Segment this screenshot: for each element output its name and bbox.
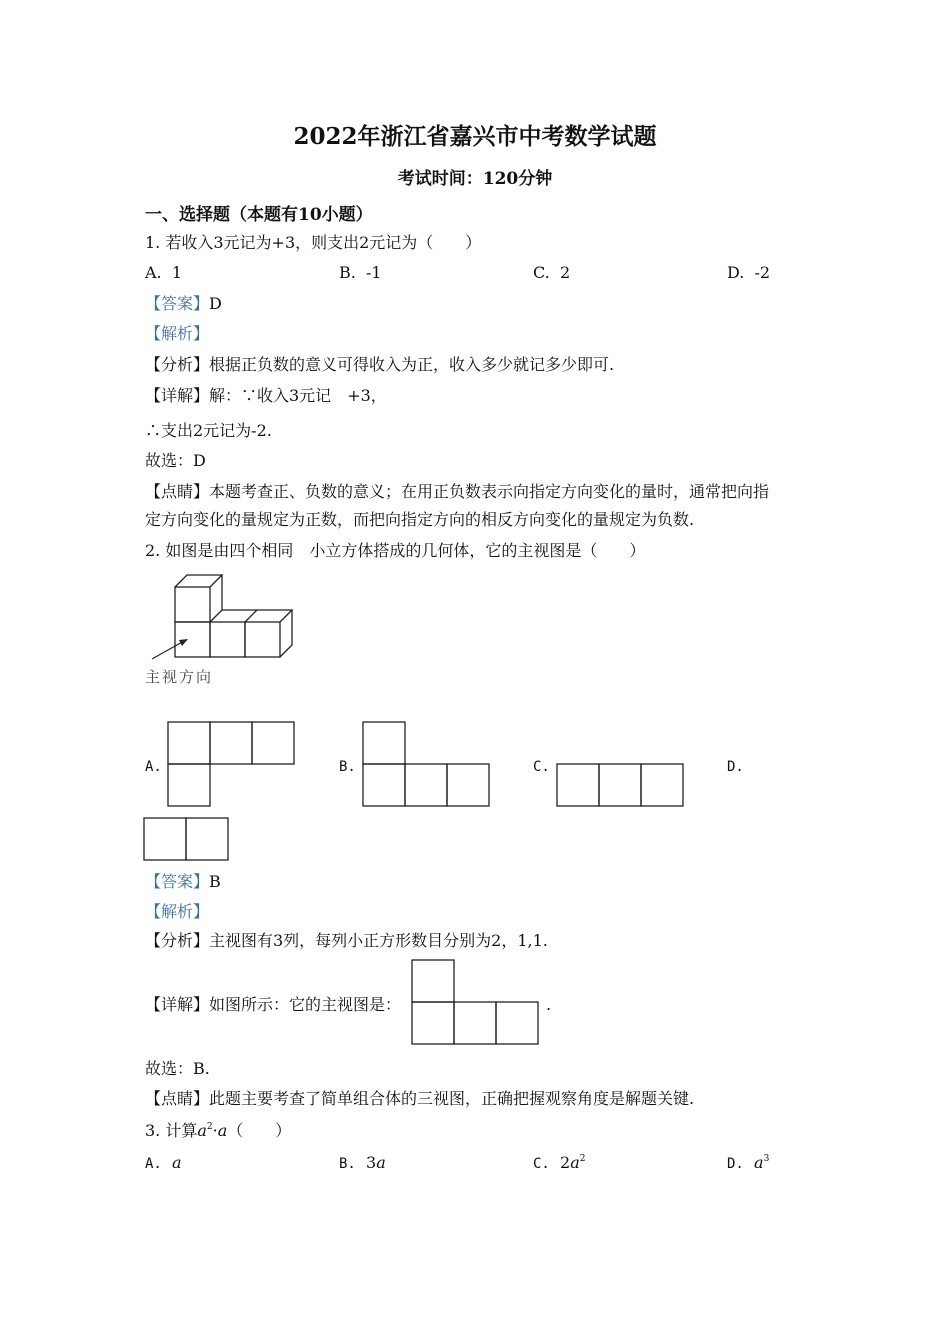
q2-option-d-label: D.	[727, 759, 744, 775]
q1-stem: 1. 若收入3元记为+3，则支出2元记为（ ）	[145, 233, 482, 252]
q3-option-a: A. a	[145, 1153, 182, 1172]
q2-stem: 2. 如图是由四个相同 小立方体搭成的几何体，它的主视图是（ ）	[145, 541, 646, 560]
q2-option-d-figure	[143, 817, 231, 861]
q3-option-d: D. $a^3$	[727, 1153, 770, 1172]
q2-choose: 故选：B.	[145, 1059, 210, 1078]
q2-option-c-label: C.	[533, 759, 550, 775]
q1-choose: 故选：D	[145, 451, 206, 470]
q2-detail-period: .	[546, 995, 552, 1014]
view-direction-label: 主视方向	[145, 668, 214, 686]
q1-detail: 【详解】解：∵收入3元记 +3，	[145, 386, 387, 405]
q1-option-b: B. -1	[339, 263, 382, 282]
section-title: 一、选择题（本题有10小题）	[145, 205, 373, 225]
q2-option-a-figure	[167, 721, 297, 807]
page-title: 2022年浙江省嘉兴市中考数学试题	[293, 123, 657, 150]
q2-detail: 【详解】如图所示：它的主视图是：	[145, 995, 402, 1014]
q2-answer: 【答案】B	[145, 872, 221, 891]
q1-option-d: D. -2	[727, 263, 771, 282]
answer-tag: 【答案】	[145, 294, 210, 313]
q1-option-c: C. 2	[533, 263, 571, 282]
q1-detail-2: ∴支出2元记为-2.	[145, 421, 272, 440]
answer-tag: 【答案】	[145, 872, 210, 891]
q2-option-b-figure	[362, 721, 492, 807]
q2-option-a-label: A.	[145, 759, 162, 775]
q2-option-b-label: B.	[339, 759, 356, 775]
q2-analysis: 【分析】主视图有3列，每列小正方形数目分别为2，1,1.	[145, 931, 548, 950]
q1-analysis: 【分析】根据正负数的意义可得收入为正，收入多少就记多少即可.	[145, 355, 615, 374]
q1-answer: 【答案】D	[145, 294, 222, 313]
q3-option-b: B. 3a	[339, 1153, 386, 1172]
q1-comment-line-1: 【点睛】本题考查正、负数的意义；在用正负数表示向指定方向变化的量时，通常把向指	[145, 482, 770, 501]
q1-option-a: A. 1	[145, 263, 182, 282]
q2-comment: 【点睛】此题主要考查了简单组合体的三视图，正确把握观察角度是解题关键.	[145, 1089, 695, 1108]
q2-option-c-figure	[556, 763, 686, 807]
q2-detail-figure	[411, 959, 541, 1045]
q2-analysis-tag: 【解析】	[145, 902, 210, 921]
exam-time: 考试时间：120分钟	[397, 169, 553, 189]
q3-option-c: C. $2a^2$	[533, 1153, 586, 1172]
q3-stem: 3. 计算$a^2\cdot a$（ ）	[145, 1121, 292, 1140]
cube-figure	[150, 570, 302, 665]
q1-comment-line-2: 定方向变化的量规定为正数，而把向指定方向的相反方向变化的量规定为负数.	[145, 510, 695, 529]
q1-analysis-tag: 【解析】	[145, 324, 210, 343]
